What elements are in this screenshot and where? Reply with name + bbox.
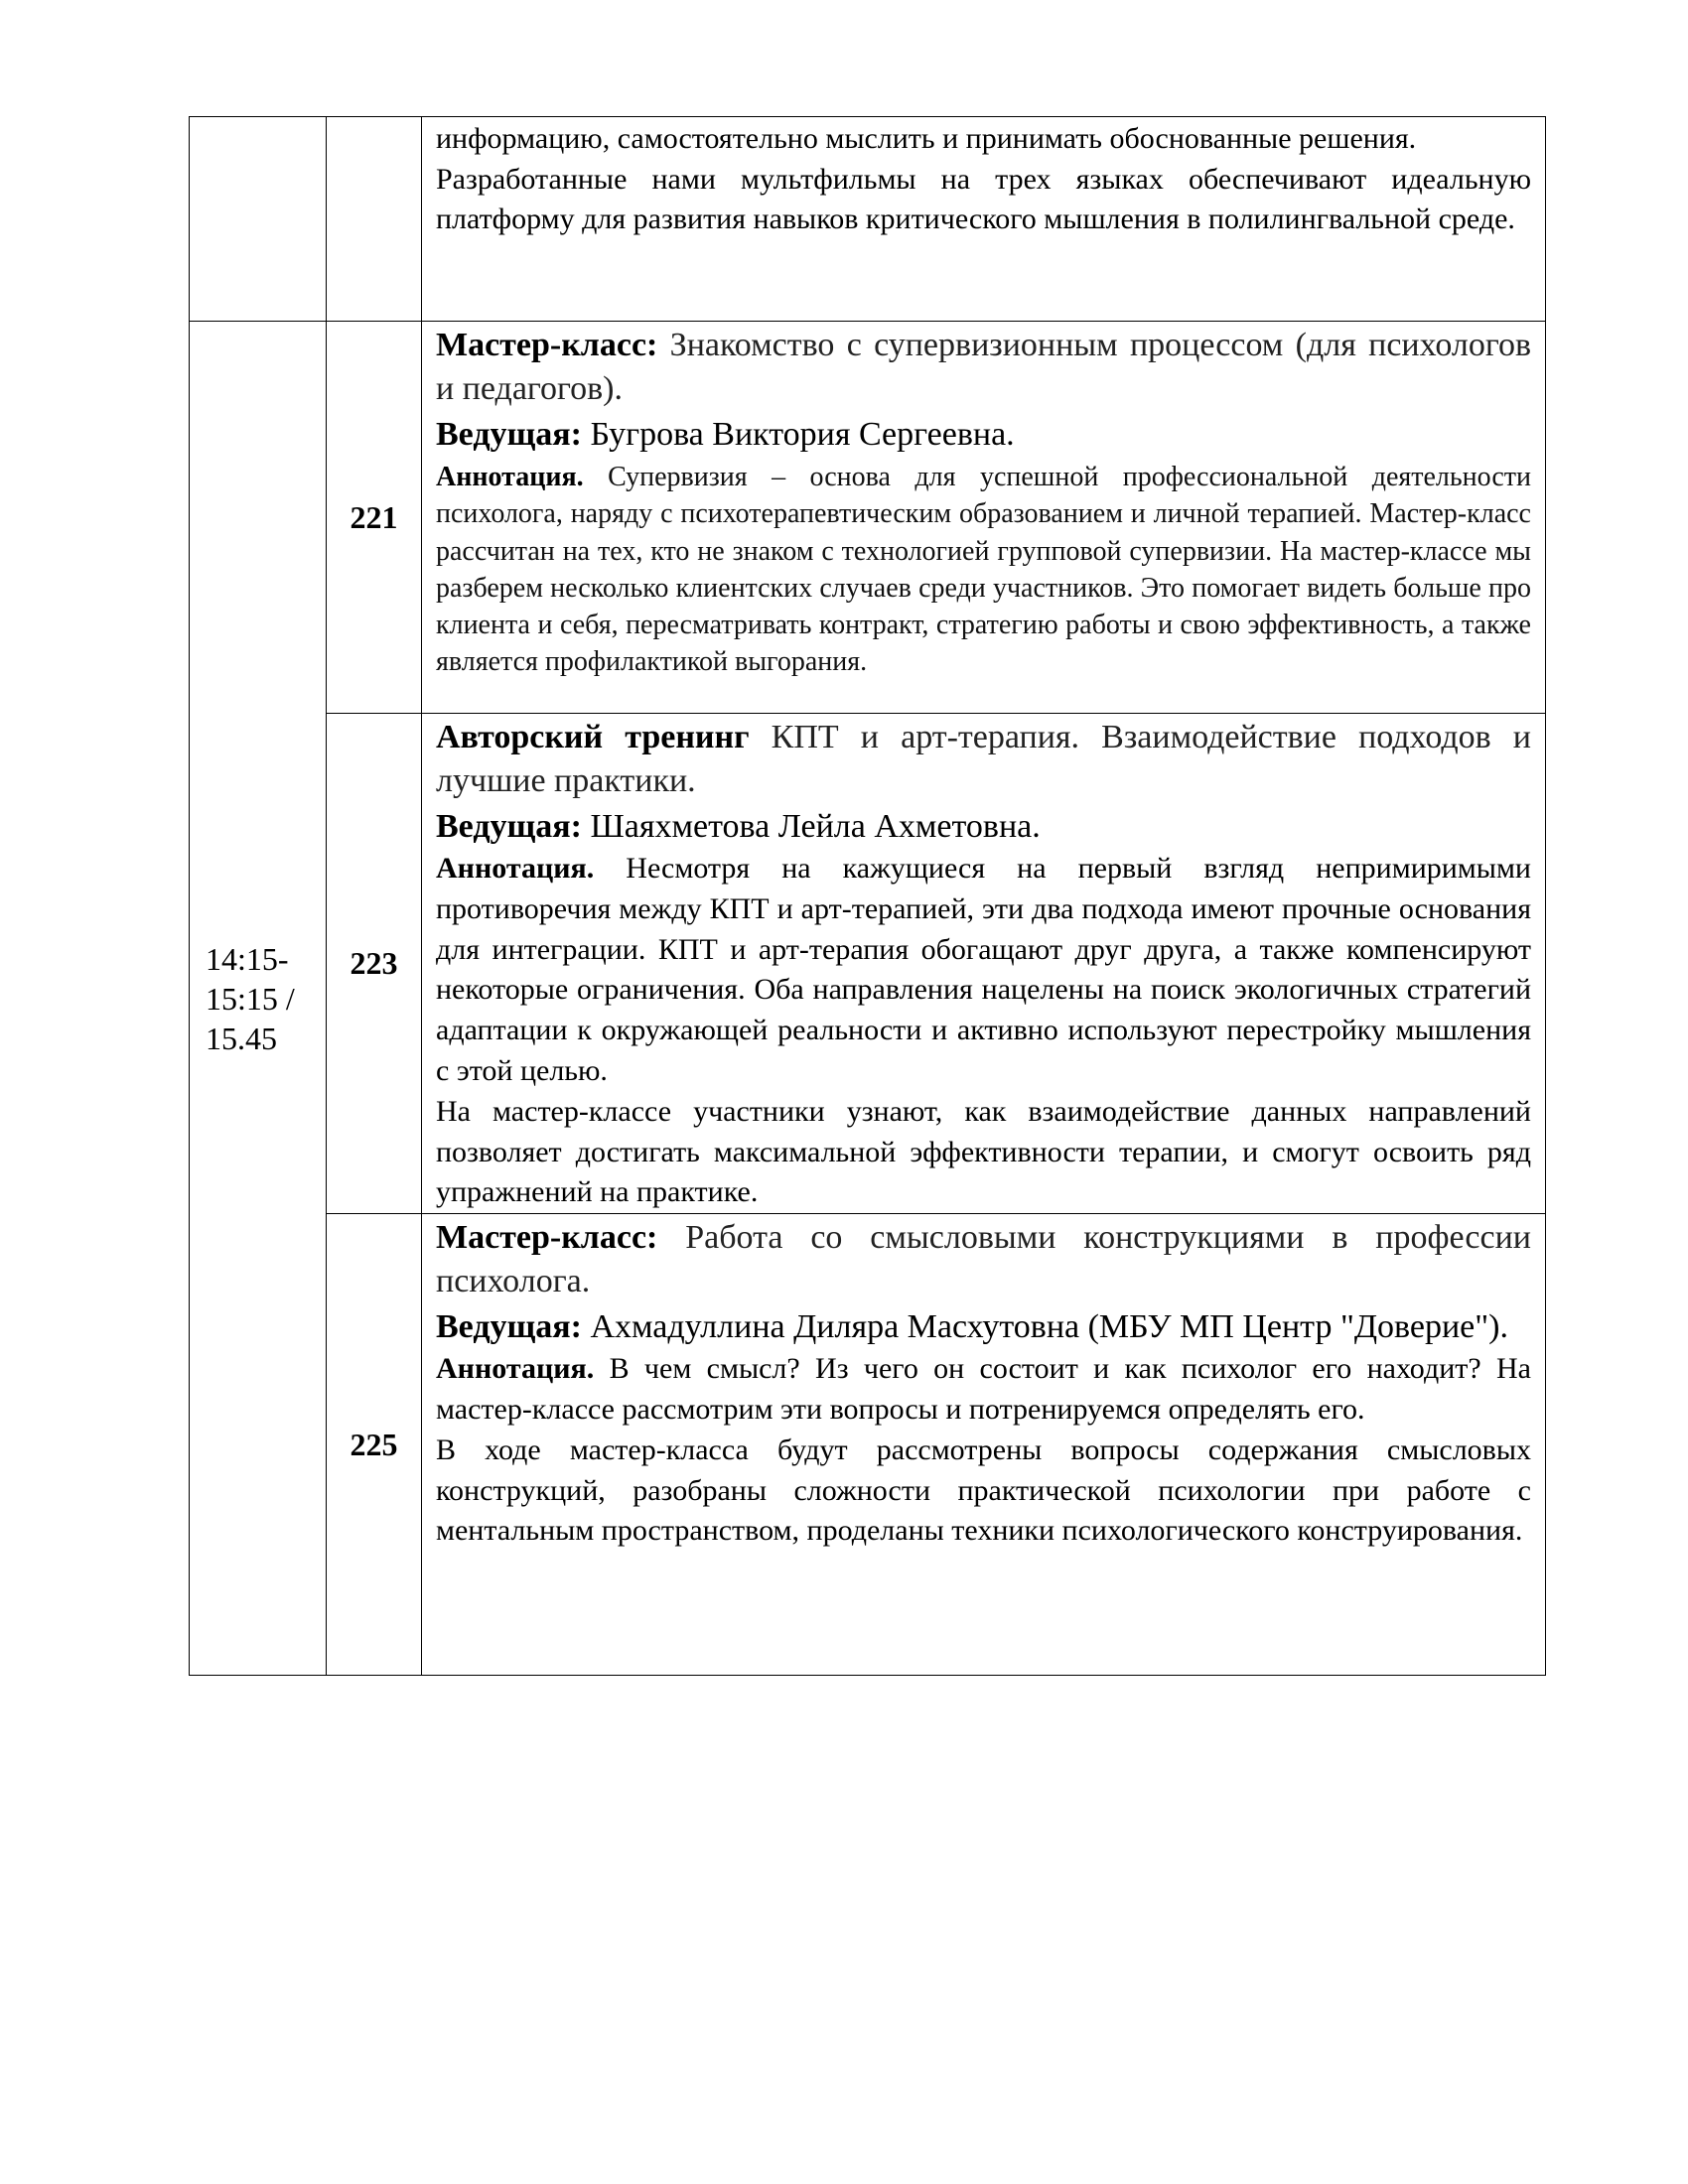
room-number (327, 322, 422, 714)
session-annotation-extra: На мастер-классе участники узнают, как взаимодействие данных направлений позволяет достигать максимальной эффективности терапии, и смогут освоить ряд упражнений на практике. (436, 1094, 1531, 1209)
schedule-table (189, 116, 1546, 1676)
session-annotation (436, 459, 1531, 681)
room-number-text: 223 (350, 945, 398, 982)
session-type: Авторский тренинг (436, 719, 750, 755)
session-title (436, 324, 1531, 411)
annotation-label: Аннотация. (436, 462, 584, 492)
paragraph: Разработанные нами мультфильмы на трех языках обеспечивают идеальную платформу для развития навыков критического мышления в полилингвальной среде. (436, 162, 1531, 235)
session-annotation (436, 1349, 1531, 1431)
table-row (190, 117, 1546, 322)
time-slot-text: 14:15- 15:15 / 15.45 (206, 940, 295, 1056)
room-number-text: 221 (350, 498, 398, 535)
session-description (422, 322, 1546, 714)
room-number (327, 1214, 422, 1676)
session-title-text: Работа со смысловыми конструкциями в профессии психолога. (436, 1219, 1531, 1300)
room-cell-empty (327, 117, 422, 322)
room-number (327, 714, 422, 1214)
room-number-text: 225 (350, 1426, 398, 1462)
lead-label: Ведущая: (436, 1308, 582, 1346)
lead-name: Ахмадуллина Диляра Масхутовна (МБУ МП Центр "Доверие"). (581, 1308, 1508, 1346)
table-row (190, 1214, 1546, 1676)
session-lead (436, 1305, 1531, 1349)
paragraph: информацию, самостоятельно мыслить и принимать обоснованные решения. (436, 122, 1417, 155)
session-type: Мастер-класс: (436, 327, 658, 363)
description-cell (422, 117, 1546, 322)
lead-name: Шаяхметова Лейла Ахметовна. (581, 808, 1041, 845)
annotation-text: Несмотря на кажущиеся на первый взгляд непримиримыми противоречия между КПТ и арт-терапией, эти два подхода имеют прочные основания для интеграции. КПТ и арт-терапия обогащают друг друга, а также компенсируют некоторые ограничения. Оба направления нацелены на поиск экологичных стратегий адаптации к окружающей реальности и активно используют перестройку мышления с этой целью. (436, 852, 1531, 1087)
table-row (190, 322, 1546, 714)
session-title-text: Знакомство с супервизионным процессом (для психологов и педагогов). (436, 327, 1531, 407)
table-row (190, 714, 1546, 1214)
lead-label: Ведущая: (436, 808, 582, 845)
session-annotation-extra: В ходе мастер-класса будут рассмотрены вопросы содержания смысловых конструкций, разобраны сложности практической психологии при работе с ментальным пространством, проделаны техники психологического конструирования. (436, 1433, 1531, 1548)
time-slot (190, 322, 327, 1676)
session-annotation (436, 849, 1531, 1092)
session-title (436, 1216, 1531, 1303)
annotation-text: В чем смысл? Из чего он состоит и как психолог его находит? На мастер-классе рассмотрим эти вопросы и потренируемся определять его. (436, 1352, 1531, 1426)
session-lead (436, 805, 1531, 849)
session-type: Мастер-класс: (436, 1219, 658, 1257)
annotation-label: Аннотация. (436, 1352, 595, 1386)
session-description (422, 714, 1546, 1214)
session-lead (436, 413, 1531, 457)
time-cell-empty (190, 117, 327, 322)
lead-name: Бугрова Виктория Сергеевна. (581, 416, 1015, 453)
lead-label: Ведущая: (436, 416, 582, 453)
session-title (436, 716, 1531, 803)
session-title-text: КПТ и арт-терапия. Взаимодействие подходов и лучшие практики. (436, 719, 1532, 799)
annotation-label: Аннотация. (436, 852, 595, 885)
annotation-text: Супервизия – основа для успешной профессиональной деятельности психолога, наряду с психотерапевтическим образованием и личной терапией. Мастер-класс рассчитан на тех, кто не знаком с технологией групповой супервизии. На мастер-классе мы разберем несколько клиентских случаев среди участников. Это помогает видеть больше про клиента и себя, пересматривать контракт, стратегию работы и свою эффективность, а также является профилактикой выгорания. (436, 462, 1531, 678)
session-description (422, 1214, 1546, 1676)
